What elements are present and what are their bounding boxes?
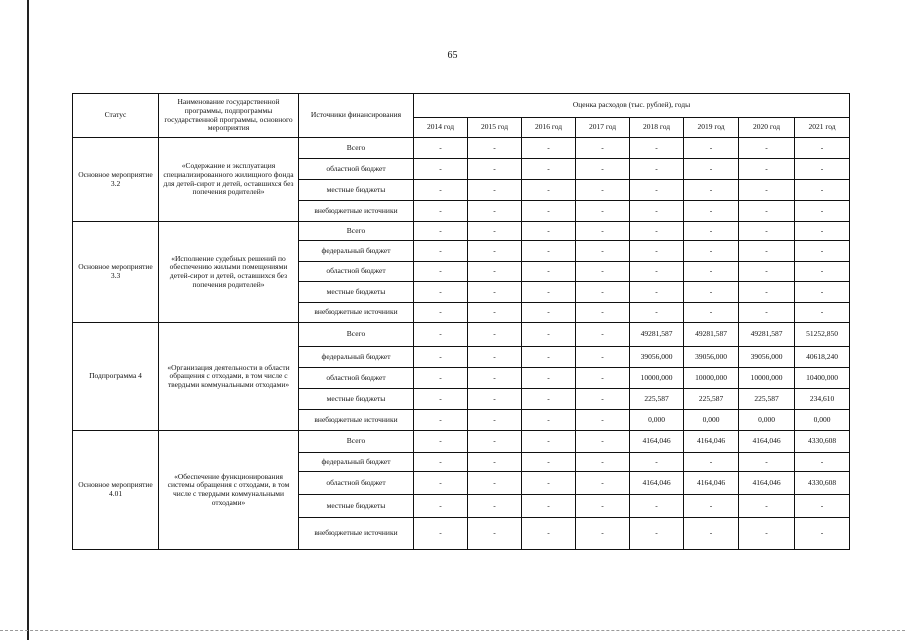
value-cell: - xyxy=(630,303,684,323)
source-cell: Всего xyxy=(299,138,414,159)
value-cell: - xyxy=(522,201,576,222)
value-cell: - xyxy=(468,201,522,222)
value-cell: - xyxy=(468,323,522,347)
table-body xyxy=(73,138,850,550)
value-cell: - xyxy=(522,159,576,180)
value-cell: - xyxy=(468,389,522,410)
source-cell: местные бюджеты xyxy=(299,180,414,201)
value-cell: - xyxy=(576,495,630,518)
value-cell: - xyxy=(576,282,630,303)
value-cell: - xyxy=(630,262,684,282)
status-cell: Основное мероприятие 4.01 xyxy=(73,431,159,550)
source-cell: внебюджетные источники xyxy=(299,410,414,431)
table-row xyxy=(73,138,850,159)
source-cell: Всего xyxy=(299,431,414,453)
value-cell: - xyxy=(468,159,522,180)
table-row xyxy=(73,431,850,453)
value-cell: - xyxy=(684,138,739,159)
value-cell: - xyxy=(522,453,576,472)
value-cell: 4330,608 xyxy=(795,472,850,495)
value-cell: - xyxy=(414,518,468,550)
value-cell: - xyxy=(414,347,468,368)
value-cell: - xyxy=(414,201,468,222)
value-cell: - xyxy=(414,303,468,323)
value-cell: - xyxy=(414,495,468,518)
value-cell: 39056,000 xyxy=(630,347,684,368)
value-cell: - xyxy=(576,347,630,368)
value-cell: - xyxy=(468,347,522,368)
value-cell: - xyxy=(684,518,739,550)
value-cell: 49281,587 xyxy=(684,323,739,347)
name-cell: «Обеспечение функционирования системы обращения с отходами, в том числе с твердыми коммунальными отходами» xyxy=(159,431,299,550)
page-number: 65 xyxy=(447,50,458,61)
value-cell: - xyxy=(576,303,630,323)
value-cell: - xyxy=(522,518,576,550)
value-cell: - xyxy=(522,368,576,389)
year-header: 2017 год xyxy=(576,118,630,138)
value-cell: - xyxy=(684,453,739,472)
value-cell: - xyxy=(576,222,630,241)
source-cell: Всего xyxy=(299,323,414,347)
value-cell: - xyxy=(576,323,630,347)
source-cell: Всего xyxy=(299,222,414,241)
value-cell: 40618,240 xyxy=(795,347,850,368)
value-cell: 4330,608 xyxy=(795,431,850,453)
value-cell: 10000,000 xyxy=(739,368,795,389)
value-cell: - xyxy=(414,222,468,241)
value-cell: - xyxy=(576,453,630,472)
value-cell: - xyxy=(522,323,576,347)
value-cell: 0,000 xyxy=(739,410,795,431)
value-cell: 10000,000 xyxy=(684,368,739,389)
value-cell: 225,587 xyxy=(684,389,739,410)
source-cell: внебюджетные источники xyxy=(299,518,414,550)
source-cell: внебюджетные источники xyxy=(299,303,414,323)
year-header: 2015 год xyxy=(468,118,522,138)
value-cell: - xyxy=(739,518,795,550)
value-cell: - xyxy=(795,159,850,180)
value-cell: - xyxy=(414,138,468,159)
value-cell: - xyxy=(576,180,630,201)
value-cell: - xyxy=(576,472,630,495)
value-cell: - xyxy=(576,201,630,222)
value-cell: - xyxy=(739,453,795,472)
value-cell: - xyxy=(739,303,795,323)
value-cell: - xyxy=(739,159,795,180)
value-cell: - xyxy=(795,241,850,262)
value-cell: - xyxy=(684,180,739,201)
header-name: Наименование государственной программы, подпрограммы государственной программы, основного мероприятия xyxy=(159,94,299,138)
value-cell: - xyxy=(522,138,576,159)
value-cell: - xyxy=(522,282,576,303)
name-cell: «Организация деятельности в области обращения с отходами, в том числе с твердыми коммунальными отходами» xyxy=(159,323,299,431)
value-cell: - xyxy=(739,282,795,303)
value-cell: - xyxy=(522,495,576,518)
value-cell: - xyxy=(468,222,522,241)
value-cell: - xyxy=(576,368,630,389)
value-cell: 39056,000 xyxy=(739,347,795,368)
value-cell: - xyxy=(522,472,576,495)
value-cell: 4164,046 xyxy=(684,472,739,495)
value-cell: 225,587 xyxy=(739,389,795,410)
value-cell: - xyxy=(739,262,795,282)
value-cell: - xyxy=(414,368,468,389)
value-cell: - xyxy=(468,282,522,303)
year-header: 2020 год xyxy=(739,118,795,138)
value-cell: - xyxy=(576,431,630,453)
source-cell: федеральный бюджет xyxy=(299,241,414,262)
value-cell: 4164,046 xyxy=(684,431,739,453)
value-cell: - xyxy=(522,347,576,368)
value-cell: - xyxy=(522,410,576,431)
header-estimate: Оценка расходов (тыс. рублей), годы xyxy=(414,94,850,118)
value-cell: - xyxy=(468,431,522,453)
value-cell: 0,000 xyxy=(795,410,850,431)
value-cell: - xyxy=(684,241,739,262)
value-cell: - xyxy=(522,431,576,453)
value-cell: - xyxy=(739,201,795,222)
value-cell: - xyxy=(630,282,684,303)
value-cell: - xyxy=(684,159,739,180)
value-cell: - xyxy=(795,303,850,323)
value-cell: - xyxy=(414,180,468,201)
value-cell: - xyxy=(795,282,850,303)
status-cell: Основное мероприятие 3.2 xyxy=(73,138,159,222)
value-cell: 39056,000 xyxy=(684,347,739,368)
value-cell: - xyxy=(414,159,468,180)
header-sources: Источники финансирования xyxy=(299,94,414,138)
value-cell: - xyxy=(684,222,739,241)
value-cell: - xyxy=(522,303,576,323)
value-cell: - xyxy=(576,410,630,431)
source-cell: областной бюджет xyxy=(299,159,414,180)
value-cell: - xyxy=(630,453,684,472)
value-cell: - xyxy=(630,138,684,159)
table-row xyxy=(73,323,850,347)
value-cell: - xyxy=(522,389,576,410)
value-cell: - xyxy=(630,222,684,241)
value-cell: - xyxy=(684,303,739,323)
value-cell: - xyxy=(795,138,850,159)
value-cell: - xyxy=(522,222,576,241)
value-cell: 234,610 xyxy=(795,389,850,410)
value-cell: - xyxy=(630,518,684,550)
value-cell: - xyxy=(739,222,795,241)
year-header: 2016 год xyxy=(522,118,576,138)
source-cell: местные бюджеты xyxy=(299,495,414,518)
scan-edge xyxy=(27,0,29,640)
value-cell: - xyxy=(576,262,630,282)
value-cell: - xyxy=(739,495,795,518)
value-cell: - xyxy=(414,453,468,472)
name-cell: «Исполнение судебных решений по обеспечению жилыми помещениями детей-сирот и детей, оставшихся без попечения родителей» xyxy=(159,222,299,323)
value-cell: - xyxy=(468,368,522,389)
value-cell: - xyxy=(468,303,522,323)
value-cell: - xyxy=(739,241,795,262)
source-cell: федеральный бюджет xyxy=(299,453,414,472)
status-cell: Основное мероприятие 3.3 xyxy=(73,222,159,323)
value-cell: 0,000 xyxy=(630,410,684,431)
value-cell: 10400,000 xyxy=(795,368,850,389)
value-cell: - xyxy=(795,453,850,472)
value-cell: - xyxy=(414,472,468,495)
value-cell: 49281,587 xyxy=(630,323,684,347)
source-cell: внебюджетные источники xyxy=(299,201,414,222)
value-cell: - xyxy=(468,241,522,262)
value-cell: - xyxy=(684,495,739,518)
value-cell: 51252,850 xyxy=(795,323,850,347)
value-cell: - xyxy=(630,201,684,222)
value-cell: - xyxy=(468,518,522,550)
source-cell: областной бюджет xyxy=(299,472,414,495)
value-cell: - xyxy=(414,241,468,262)
value-cell: - xyxy=(795,262,850,282)
year-header: 2019 год xyxy=(684,118,739,138)
year-header: 2014 год xyxy=(414,118,468,138)
value-cell: - xyxy=(795,222,850,241)
year-header: 2021 год xyxy=(795,118,850,138)
value-cell: - xyxy=(576,518,630,550)
value-cell: - xyxy=(522,241,576,262)
value-cell: 49281,587 xyxy=(739,323,795,347)
value-cell: - xyxy=(576,159,630,180)
value-cell: - xyxy=(414,389,468,410)
value-cell: 4164,046 xyxy=(739,472,795,495)
value-cell: - xyxy=(576,138,630,159)
value-cell: - xyxy=(522,262,576,282)
value-cell: 4164,046 xyxy=(630,431,684,453)
year-header: 2018 год xyxy=(630,118,684,138)
value-cell: - xyxy=(684,201,739,222)
value-cell: - xyxy=(468,472,522,495)
value-cell: - xyxy=(414,323,468,347)
budget-table xyxy=(72,93,850,550)
value-cell: - xyxy=(414,282,468,303)
source-cell: местные бюджеты xyxy=(299,282,414,303)
source-cell: федеральный бюджет xyxy=(299,347,414,368)
value-cell: 0,000 xyxy=(684,410,739,431)
value-cell: - xyxy=(684,282,739,303)
value-cell: - xyxy=(468,262,522,282)
value-cell: - xyxy=(630,241,684,262)
source-cell: областной бюджет xyxy=(299,262,414,282)
value-cell: - xyxy=(795,201,850,222)
name-cell: «Содержание и эксплуатация специализированного жилищного фонда для детей-сирот и детей, оставшихся без попечения родителей» xyxy=(159,138,299,222)
value-cell: - xyxy=(468,180,522,201)
source-cell: местные бюджеты xyxy=(299,389,414,410)
value-cell: - xyxy=(468,410,522,431)
value-cell: - xyxy=(576,241,630,262)
value-cell: - xyxy=(414,410,468,431)
value-cell: - xyxy=(468,453,522,472)
value-cell: - xyxy=(795,495,850,518)
value-cell: 4164,046 xyxy=(739,431,795,453)
value-cell: - xyxy=(739,180,795,201)
header-row xyxy=(73,94,850,118)
value-cell: 10000,000 xyxy=(630,368,684,389)
value-cell: 4164,046 xyxy=(630,472,684,495)
value-cell: - xyxy=(414,431,468,453)
scan-edge xyxy=(0,630,905,632)
value-cell: - xyxy=(414,262,468,282)
value-cell: - xyxy=(795,180,850,201)
value-cell: - xyxy=(684,262,739,282)
value-cell: - xyxy=(795,518,850,550)
header-status: Статус xyxy=(73,94,159,138)
value-cell: - xyxy=(522,180,576,201)
value-cell: 225,587 xyxy=(630,389,684,410)
value-cell: - xyxy=(630,180,684,201)
source-cell: областной бюджет xyxy=(299,368,414,389)
value-cell: - xyxy=(468,495,522,518)
value-cell: - xyxy=(739,138,795,159)
table-row xyxy=(73,222,850,241)
status-cell: Подпрограмма 4 xyxy=(73,323,159,431)
value-cell: - xyxy=(630,159,684,180)
value-cell: - xyxy=(468,138,522,159)
value-cell: - xyxy=(576,389,630,410)
value-cell: - xyxy=(630,495,684,518)
